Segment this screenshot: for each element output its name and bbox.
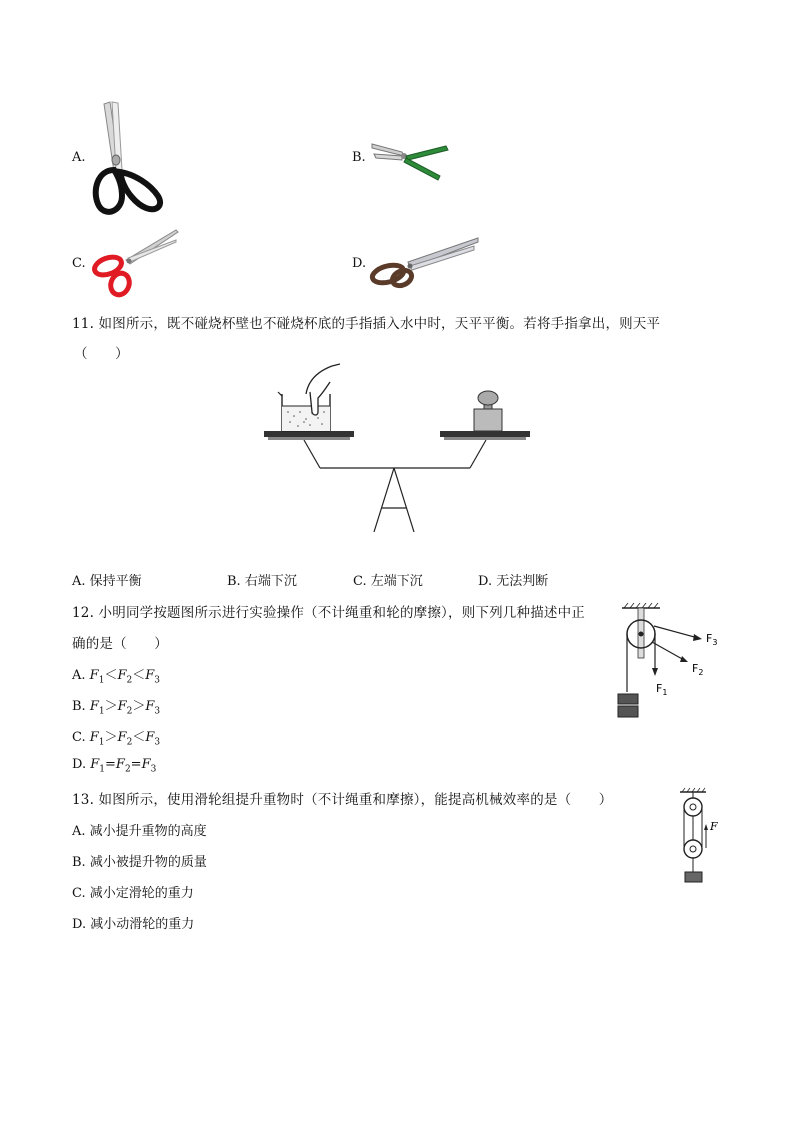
q11-option-a[interactable]: A. 保持平衡 [72,574,142,589]
fixed-pulley-figure [612,602,732,726]
f2-label: $F_2$ [692,662,704,677]
q10-option-d-label[interactable]: D. [352,256,367,271]
q12-option-a-rel1: ＜ [104,668,118,683]
q13-option-b[interactable]: B. 减小被提升物的质量 [72,855,207,870]
q11-option-c[interactable]: C. 左端下沉 [353,574,423,589]
q11-stem: 11. 如图所示，既不碰烧杯壁也不碰烧杯底的手指插入水中时，天平平衡。若将手指拿出，则天平 [72,316,661,332]
q12-option-d-prefix: D. [72,757,87,772]
q12-stem-line2: 确的是（ ） [72,636,168,652]
q13-option-c[interactable]: C. 减小定滑轮的重力 [72,886,194,901]
q12-option-d[interactable]: D. $F_1=F_2=F_3$ [72,757,157,775]
q12-option-d-rel2: = [130,757,142,772]
q12-option-d-rel1: = [105,757,116,772]
q12-option-a[interactable]: A. $F_1<F_2<F_3$ [72,668,160,686]
q12-option-c-prefix: C. [72,730,86,745]
q12-option-c[interactable]: C. $F_1>F_2<F_3$ [72,730,161,748]
red-scissors-icon [90,228,180,298]
left-pan [264,431,354,437]
q13-stem: 13. 如图所示，使用滑轮组提升重物时（不计绳重和摩擦），能提高机械效率的是（ ） [72,792,613,808]
q12-option-b-prefix: B. [72,699,86,714]
f3-label: $F_3$ [706,632,718,647]
q10-option-b-label[interactable]: B. [352,150,366,165]
q12-option-c-rel1: ＞ [104,730,118,745]
q13-option-d[interactable]: D. 减小动滑轮的重力 [72,917,195,932]
pulley-block-figure [674,788,724,886]
force-f-label: F [710,820,718,833]
q12-option-b-rel2: ＞ [132,699,146,714]
q12-option-b[interactable]: B. $F_1>F_2>F_3$ [72,699,161,717]
balance-scale-figure [260,364,560,536]
q12-stem-line1: 12. 小明同学按题图所示进行实验操作（不计绳重和轮的摩擦），则下列几种描述中正 [72,605,586,621]
q12-option-c-rel2: ＜ [132,730,146,745]
q11-answer-paren: （ ） [74,346,129,362]
pruning-shears-icon [368,136,450,182]
q12-option-a-prefix: A. [72,668,86,683]
q10-option-a-label[interactable]: A. [72,150,86,165]
right-pan [440,431,530,437]
tailor-scissors-icon [368,236,480,292]
q12-option-b-rel1: ＞ [104,699,118,714]
kitchen-scissors-icon [88,100,168,220]
q11-option-b[interactable]: B. 右端下沉 [227,574,297,589]
q12-option-a-rel2: ＜ [132,668,146,683]
q13-option-a[interactable]: A. 减小提升重物的高度 [72,824,207,839]
f1-label: $F_1$ [656,682,668,697]
q11-option-d[interactable]: D. 无法判断 [478,574,549,589]
q10-option-c-label[interactable]: C. [72,256,86,271]
